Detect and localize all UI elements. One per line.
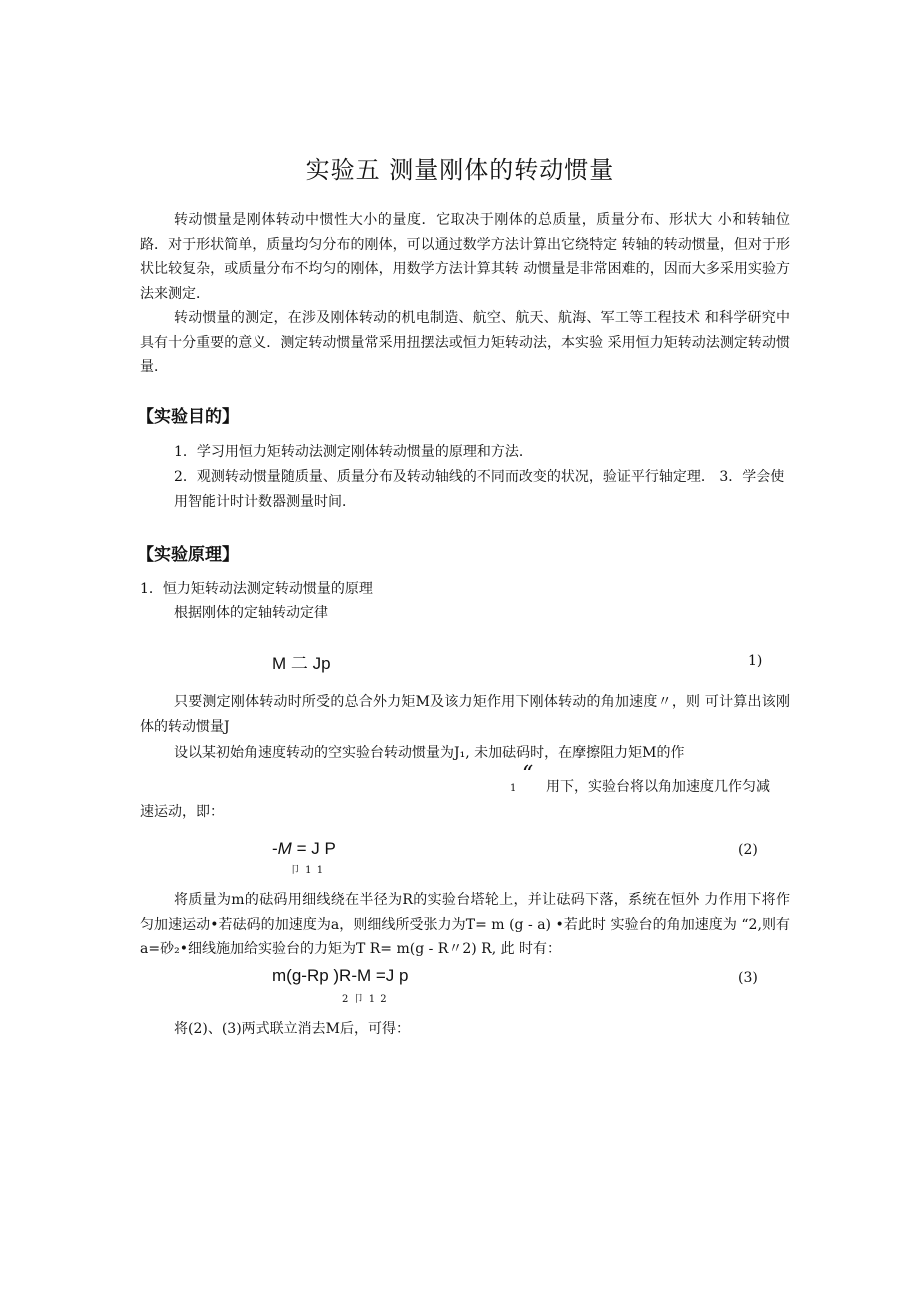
equation-1: M 二 Jp	[272, 654, 331, 673]
equation-2-number: (2)	[738, 842, 758, 858]
paragraph-mass: 将质量为m的砝码用细线绕在半径为R的实验台塔轮上，并让砝码下落，系统在恒外 力作用下将作匀加速运动•若砝码的加速度为a，则细线所受张力为T= m (g - a) •若此时 实验台的角加速度为 “2,则有a=砂₂•细线施加给实验台的力矩为T R= m(g - R〃2) R, 此 时有：	[140, 892, 790, 957]
equation-1-number: 1)	[748, 653, 763, 669]
page-title: 实验五 测量刚体的转动惯量	[305, 156, 615, 184]
equation-2-m: M	[277, 839, 292, 858]
equation-2-minus: -	[272, 839, 278, 858]
paragraph-continuation-2: 速运动，即：	[140, 804, 224, 820]
equation-3-number: (3)	[738, 970, 758, 986]
equation-2-rest: = J P	[291, 839, 336, 858]
rotation-law-text: 根据刚体的定轴转动定律	[174, 605, 328, 621]
principle-subheading: 1．恒力矩转动法测定转动惯量的原理	[140, 581, 373, 597]
equation-3-subscripts: 2 卩 1 2	[342, 994, 388, 1005]
paragraph-torque: 只要测定刚体转动时所受的总合外力矩M及该力矩作用下刚体转动的角加速度〃，则 可计算出该刚体的转动惯量J	[140, 694, 790, 735]
paragraph-continuation: 用下，实验台将以角加速度几作匀减	[546, 779, 770, 795]
paragraph-initial: 设以某初始角速度转动的空实验台转动惯量为J₁, 未加砝码时，在摩擦阻力矩M的作	[174, 745, 685, 761]
purpose-item-1: 1．学习用恒力矩转动法测定刚体转动惯量的原理和方法．	[174, 444, 533, 460]
subscript-mark-1: 1	[510, 783, 518, 794]
intro-paragraph-1: 转动惯量是刚体转动中惯性大小的量度．它取决于刚体的总质量，质量分布、形状大 小和转轴位路．对于形状简单，质量均匀分布的刚体，可以通过数学方法计算出它绕特定 转轴的转动惯量，但对于形状比较复杂，或质量分布不均匀的刚体，用数学方法计算其转 动惯量是非常困难的，因而大多采用实验方法来测定．	[140, 212, 790, 302]
equation-3: m(g-Rp )R-M =J p	[272, 966, 409, 985]
equation-2	[272, 839, 336, 859]
intro-paragraph-2: 转动惯量的测定，在涉及刚体转动的机电制造、航空、航天、航海、军工等工程技术 和科学研究中具有十分重要的意义．测定转动惯量常采用扭摆法或恒力矩转动法，本实验 采用恒力矩转动法测定转动惯量．	[140, 310, 790, 375]
beta-quote-mark: “	[522, 762, 534, 787]
paragraph-combine: 将(2)、(3)两式联立消去M后，可得：	[174, 1021, 410, 1037]
purpose-heading: 【实验目的】	[137, 407, 239, 427]
principle-heading: 【实验原理】	[137, 545, 239, 565]
equation-2-subscripts: 卩 1 1	[290, 865, 325, 876]
purpose-item-2: 2．观测转动惯量随质量、质量分布及转动轴线的不同而改变的状况，验证平行轴定理． 3．学会使用智能计时计数器测量时间．	[174, 469, 785, 510]
